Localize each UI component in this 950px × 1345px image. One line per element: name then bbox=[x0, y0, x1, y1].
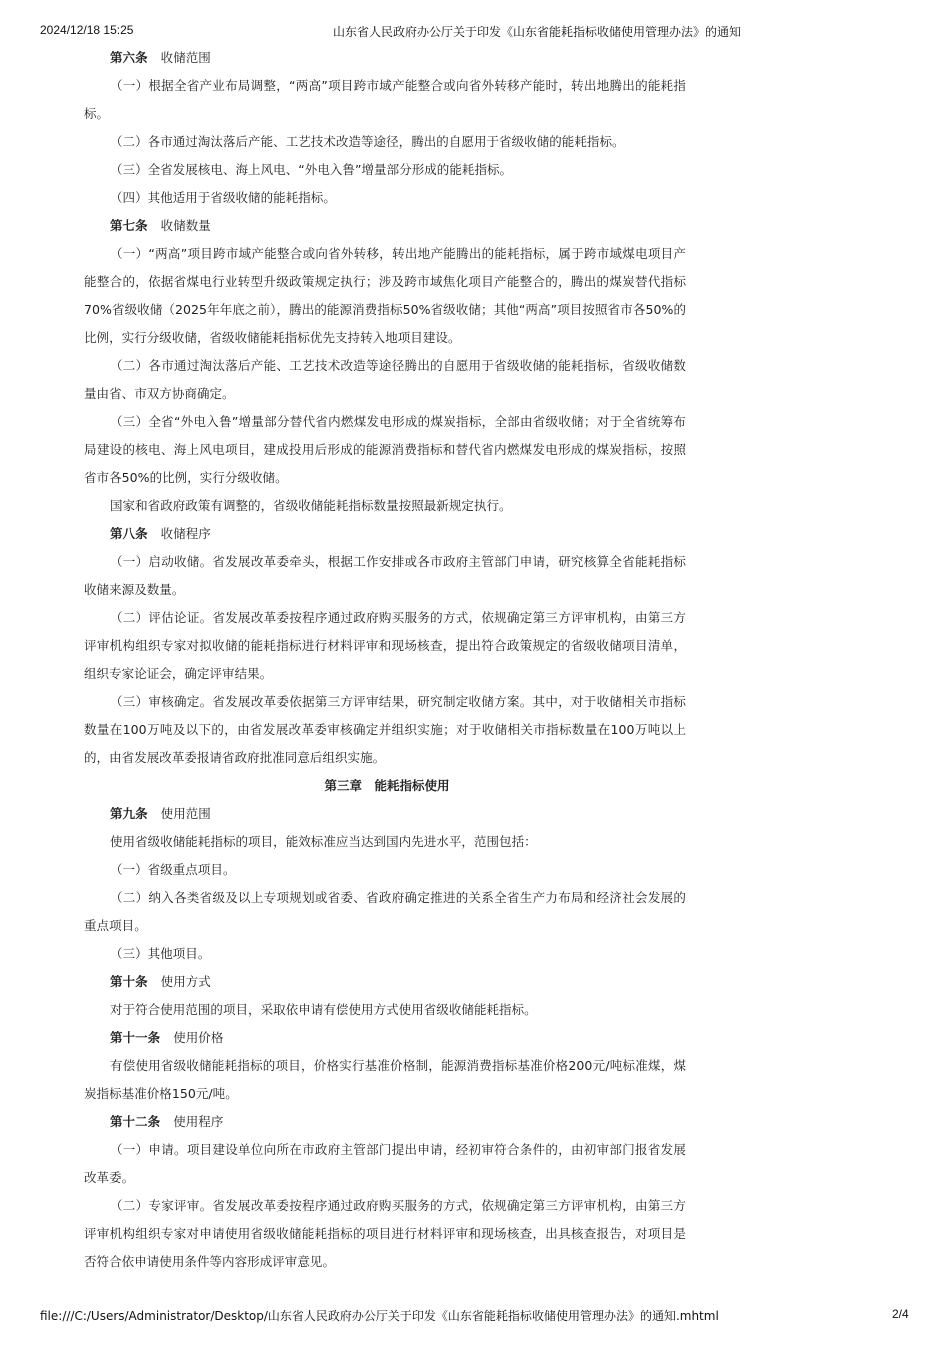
article-heading bbox=[84, 520, 686, 548]
print-header-title: 山东省人民政府办公厅关于印发《山东省能耗指标收储使用管理办法》的通知 bbox=[333, 25, 742, 39]
print-footer-path: file:///C:/Users/Administrator/Desktop/山东省人民政府办公厅关于印发《山东省能耗指标收储使用管理办法》的通知.mhtml bbox=[40, 1309, 719, 1323]
article-heading bbox=[84, 968, 686, 996]
paragraph: （四）其他适用于省级收储的能耗指标。 bbox=[110, 190, 336, 205]
paragraph: （一）省级重点项目。 bbox=[110, 862, 236, 877]
article-title: 使用范围 bbox=[160, 806, 211, 821]
paragraph: 有偿使用省级收储能耗指标的项目，价格实行基准价格制，能源消费指标基准价格200元/吨标准煤，煤炭指标基准价格150元/吨。 bbox=[84, 1058, 686, 1101]
article-title: 收储数量 bbox=[160, 218, 211, 233]
paragraph: 国家和省政府政策有调整的，省级收储能耗指标数量按照最新规定执行。 bbox=[110, 498, 512, 513]
paragraph: （一）启动收储。省发展改革委牵头，根据工作安排或各市政府主管部门申请，研究核算全省能耗指标收储来源及数量。 bbox=[84, 554, 686, 597]
article-number: 第十条 bbox=[110, 974, 148, 989]
article-title: 使用方式 bbox=[160, 974, 211, 989]
article-heading bbox=[84, 1024, 686, 1052]
article-heading bbox=[84, 1108, 686, 1136]
paragraph: （三）全省“外电入鲁”增量部分替代省内燃煤发电形成的煤炭指标，全部由省级收储；对于全省统筹布局建设的核电、海上风电项目，建成投用后形成的能源消费指标和替代省内燃煤发电形成的煤炭指标，按照省市各50%的比例，实行分级收储。 bbox=[84, 414, 686, 485]
document-body bbox=[84, 44, 686, 1276]
paragraph: （一）申请。项目建设单位向所在市政府主管部门提出申请，经初审符合条件的，由初审部门报省发展改革委。 bbox=[84, 1142, 686, 1185]
paragraph: （二）各市通过淘汰落后产能、工艺技术改造等途径腾出的自愿用于省级收储的能耗指标，省级收储数量由省、市双方协商确定。 bbox=[84, 358, 686, 401]
article-number: 第六条 bbox=[110, 50, 148, 65]
article-number: 第九条 bbox=[110, 806, 148, 821]
chapter-heading: 第三章 能耗指标使用 bbox=[324, 778, 450, 793]
paragraph: （二）专家评审。省发展改革委按程序通过政府购买服务的方式，依规确定第三方评审机构，由第三方评审机构组织专家对申请使用省级收储能耗指标的项目进行材料评审和现场核查，出具核查报告，对项目是否符合依申请使用条件等内容形成评审意见。 bbox=[84, 1198, 686, 1269]
print-page-number: 2/4 bbox=[892, 1307, 909, 1321]
article-heading bbox=[84, 44, 686, 72]
paragraph: （二）纳入各类省级及以上专项规划或省委、省政府确定推进的关系全省生产力布局和经济社会发展的重点项目。 bbox=[84, 890, 686, 933]
article-title: 收储程序 bbox=[160, 526, 211, 541]
print-datetime: 2024/12/18 15:25 bbox=[40, 23, 134, 37]
paragraph: （二）评估论证。省发展改革委按程序通过政府购买服务的方式，依规确定第三方评审机构，由第三方评审机构组织专家对拟收储的能耗指标进行材料评审和现场核查，提出符合政策规定的省级收储项目清单，组织专家论证会，确定评审结果。 bbox=[84, 610, 686, 681]
paragraph: （二）各市通过淘汰落后产能、工艺技术改造等途径，腾出的自愿用于省级收储的能耗指标。 bbox=[110, 134, 625, 149]
paragraph: 使用省级收储能耗指标的项目，能效标准应当达到国内先进水平，范围包括： bbox=[110, 834, 537, 849]
article-number: 第七条 bbox=[110, 218, 148, 233]
article-title: 收储范围 bbox=[160, 50, 211, 65]
paragraph: （三）审核确定。省发展改革委依据第三方评审结果，研究制定收储方案。其中，对于收储相关市指标数量在100万吨及以下的，由省发展改革委审核确定并组织实施；对于收储相关市指标数量在100万吨以上的，由省发展改革委报请省政府批准同意后组织实施。 bbox=[84, 694, 686, 765]
article-number: 第十一条 bbox=[110, 1030, 161, 1045]
article-number: 第十二条 bbox=[110, 1114, 161, 1129]
article-title: 使用价格 bbox=[173, 1030, 224, 1045]
article-title: 使用程序 bbox=[173, 1114, 224, 1129]
article-heading bbox=[84, 800, 686, 828]
paragraph: （三）其他项目。 bbox=[110, 946, 211, 961]
paragraph: （一）根据全省产业布局调整，“两高”项目跨市域产能整合或向省外转移产能时，转出地腾出的能耗指标。 bbox=[84, 78, 686, 121]
paragraph: 对于符合使用范围的项目，采取依申请有偿使用方式使用省级收储能耗指标。 bbox=[110, 1002, 537, 1017]
article-number: 第八条 bbox=[110, 526, 148, 541]
article-heading bbox=[84, 212, 686, 240]
paragraph: （一）“两高”项目跨市域产能整合或向省外转移，转出地产能腾出的能耗指标，属于跨市域煤电项目产能整合的，依据省煤电行业转型升级政策规定执行；涉及跨市域焦化项目产能整合的，腾出的煤炭替代指标70%省级收储（2025年年底之前），腾出的能源消费指标50%省级收储；其他“两高”项目按照省市各50%的比例，实行分级收储，省级收储能耗指标优先支持转入地项目建设。 bbox=[84, 246, 686, 345]
paragraph: （三）全省发展核电、海上风电、“外电入鲁”增量部分形成的能耗指标。 bbox=[110, 162, 513, 177]
